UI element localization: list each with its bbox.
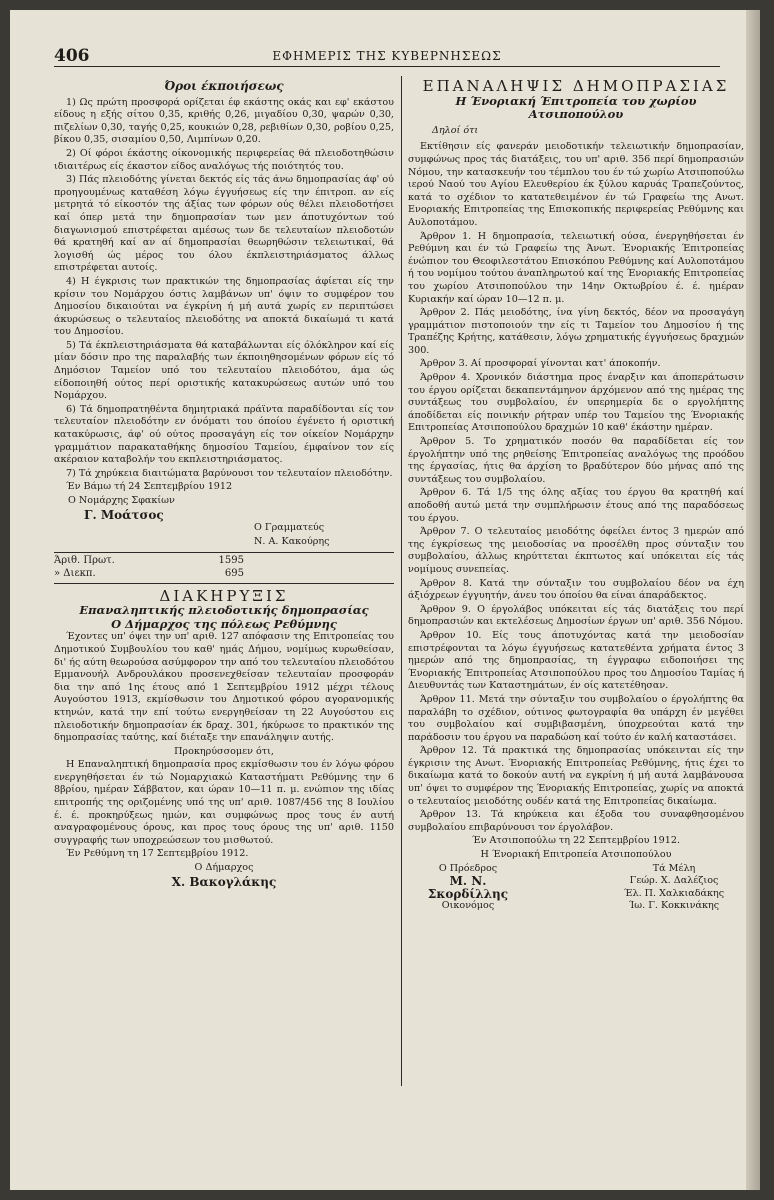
declaration-subheading: Επαναληπτικής πλειοδοτικής δημοπρασίας [79, 603, 369, 618]
members-signatures [604, 863, 744, 913]
dispatch-label: » Διεκπ. [54, 567, 96, 579]
column-divider [401, 76, 402, 1086]
article-4: Άρθρον 4. Χρονικόν διάστημα προς έναρξιν και άποπεράτωσιν του έργου ορίζεται δεκαπεντάμηνον άρχόμενον από της ημέρας της συντάξεως του συμβολαίου, έν υπερημερία δε ο εργολήπτης άποδίδεται είς ποινικήν ρήτραν υπέρ του Ταμείου της Ένοριακής Επιτροπείας Ατσιποπούλου δραχμών 10 καθ' έκάστην ημέραν. [408, 372, 744, 434]
term-5: 5) Τά έκπλειστηριάσματα θά καταβάλωνται είς όλόκληρον καί είς μίαν δόσιν προ της παραλαβής των έκποιηθησομένων φόρων είς τό Δημόσιον Ταμείον υπό του τελευταίου πλειοδότου, άμα ώς είδοποιηθή ούτος περί οριστικής κατακυρώσεως αυτών υπό του Νομάρχου. [54, 339, 394, 402]
committee-signature-line: Η Ένοριακή Επιτροπεία Ατσιποπούλου [480, 849, 672, 861]
declaration-call: Προκηρύσσομεν ότι, [174, 745, 274, 757]
left-column [54, 80, 394, 889]
declaration-heading: ΔΙΑΚΗΡΥΞΙΣ [159, 586, 289, 605]
right-date-line: Έν Ατσιποπούλω τη 22 Σεπτεμβρίου 1912. [471, 835, 680, 847]
term-2: 2) Οί φόροι έκάστης οίκονομικής περιφερείας θά πλειοδοτηθώσιν ιδιαιτέρως είς έκαστον είδος αναλόγως τής ποιότητός του. [54, 147, 394, 172]
page-number: 406 [54, 46, 90, 66]
member-3: Ίω. Γ. Κοκκινάκης [628, 900, 720, 912]
mayor-name: Χ. Βακογλάκης [171, 874, 277, 889]
protocol-box [54, 552, 394, 583]
term-3: 3) Πάς πλειοδότης γίνεται δεκτός είς τάς άνω δημοπρασίας άφ' ού προηγουμένως καταθέση λόγω έγγυήσεως είς την έπιτροπ. αν είς μετρητά τό είκοστόν της άξίας των φόρων ούς θέλει πλειοδοτήσει καί όπερ μετά την δημοπρασίαν των μεν άποτυχόντων τού διαγωνισμού επιστρέφεται αμέσως των δε τελευταίων πλειοδοτών θά κρατηθή καί αν αί δημοπρασίαι θεωρηθώσιν τελειωτικαί, θά λογισθή ώς μέρος του όλου έκπλειστηριάσματος άλλως επιστρέφεται αυτοίς. [54, 174, 394, 274]
nomarch-title: Ο Νομάρχης Σφακίων [68, 495, 175, 506]
repetition-heading: ΕΠΑΝΑΛΗΨΙΣ ΔΗΜΟΠΡΑΣΙΑΣ [422, 77, 730, 95]
declaration-paragraph-2: Η Επαναληπτική δημοπρασία προς εκμίσθωσιν του έν λόγω φόρου ενεργηθήσεται έν τώ Νομαρχιακώ Καταστήματι Ρεθύμνης την 6 8βρίου, ημέραν Σάββατον, και ώραν 10—11 π. μ. ενώπιον της ιδίας επιτροπής της οριζομένης υπό της υπ' αριθ. 1087/456 της 8 Ιουλίου έ. έ. προκηρύξεως ημών, και συμφώνως προς τους έν αυτή αναγραφομένους όρους, και προς τους όρους της υπ' αριθ. 1150 συγγραφής των υποχρεώσεων του μισθωτού. [54, 759, 394, 846]
president-title: Ο Πρόεδρος [438, 862, 498, 874]
newspaper-page [10, 10, 760, 1190]
newspaper-title: ΕΦΗΜΕΡΙΣ ΤΗΣ ΚΥΒΕΡΝΗΣΕΩΣ [272, 49, 502, 63]
term-4: 4) Η έγκρισις των πρακτικών της δημοπρασίας άφίεται είς την κρίσιν του Νομάρχου όστις λαμβάνων υπ' όψιν το συμφέρον του Δημοσίου δικαιούται να έγκρίνη ή μή αυτά χωρίς εν περιπτώσει άκυρώσεως ο τελευταίος πλειοδότης να αποκτά δικαίωμά τι κατά του Δημοσίου. [54, 275, 394, 338]
mayor-title: Ο Δήμαρχος [194, 862, 254, 874]
declares-line: Δηλοί ότι [432, 124, 479, 136]
secretary-title: Ο Γραμματεύς [254, 522, 325, 534]
article-1: Άρθρον 1. Η δημοπρασία, τελειωτική ούσα, ένεργηθήσεται έν Ρεθύμνη και έν τώ Γραφείω της Άνωτ. Ένοριακής Έπιτροπείας ένώπιον του Θεοφιλεστάτου Επισκόπου Ρεθύμνης καί Αυλοποτάμου ή του νομίμου τούτου άναπληρωτού καί της Ένοριακής Επιτροπείας του χωρίου Ατσιποπούλου την 14ην Οκτωβρίου έ. έ. ημέραν Κυριακήν καί ώραν 10—12 π. μ. [408, 230, 744, 305]
protocol-value: 1595 [218, 555, 244, 567]
member-1: Γεώρ. Χ. Δαλέζιος [629, 875, 719, 887]
article-3: Άρθρον 3. Αί προσφοραί γίνονται κατ' άποκοπήν. [420, 358, 661, 370]
article-12: Άρθρον 12. Τά πρακτικά της δημοπρασίας υπόκεινται είς την έγκρισιν της Ανωτ. Ένοριακής Επιτροπείας Ρεθύμνης, ήτις έχει το δικαίωμα κατά το δοκούν αυτή να εγκρίνη ή μή αυτά λαμβάνουσα υπ' όψει το συμφέρον της Ένοριακής Επιτροπείας, χωρίς να αποκτά ο τελευταίος μειοδότης ουδέν κατά της Επιτροπείας δικαίωμα. [408, 745, 744, 807]
right-column [408, 77, 744, 913]
president-name: Μ. Ν. Σκορδίλλης [427, 874, 509, 901]
terms-heading: Όροι έκποιήσεως [164, 79, 284, 93]
declaration-date: Έν Ρεθύμνη τη 17 Σεπτεμβρίου 1912. [66, 848, 249, 860]
date-line: Έν Βάμω τή 24 Σεπτεμβρίου 1912 [66, 481, 233, 493]
dispatch-value: 695 [224, 567, 244, 579]
member-2: Έλ. Π. Χαλκιαδάκης [623, 887, 725, 899]
members-title: Τά Μέλη [652, 862, 696, 874]
article-6: Άρθρον 6. Τά 1/5 της όλης αξίας του έργου θα κρατηθή καί αποδοθή αυτώ μετά την συμπλήρωσιν έτους από της παραδόσεως του έργου. [408, 487, 744, 524]
term-6: 6) Τά δημοπρατηθέντα δημητριακά πράϊντα παραδίδονται είς τον τελευταίον πλειοδότην εν όνόματι του όποίου έγένετο ή οριστική κατακύρωσις, άφ' ού ούτος προσαγάγη είς τον οίκείον Νομάρχην γραμμάτιον παρακαταθήκης δημοσίου Ταμείου, έμφαίνον τον είς ακέραιον καταβολήν του εκπλειστηριάσματος. [54, 403, 394, 466]
term-7: 7) Τά χηρύκεια διαιτώματα βαρύνουσι τον τελευταίον πλειοδότην. [66, 467, 393, 479]
article-2: Άρθρον 2. Πάς μειοδότης, ίνα γίνη δεκτός, δέον να προσαγάγη γραμμάτιον πιστοποιούν την είς τι Ταμείον του Δημοσίου ή της Τραπέζης Κρήτης, κατάθεσιν, λόγω χρηματικής έγγυήσεως δραχμών 300. [408, 307, 744, 356]
article-7: Άρθρον 7. Ο τελευταίος μειοδότης όφείλει έντος 3 ημερών από της έγκρίσεως της μειοδοσίας να προσέλθη προς σύνταξιν του συμβολαίου, άλλως κηρύττεται έκπτωτος καί υπόκειται είς τάς νομίμους συνεπείας. [408, 526, 744, 575]
protocol-label: Άριθ. Πρωτ. [54, 555, 115, 567]
page-binding-edge [746, 10, 760, 1190]
article-11: Άρθρον 11. Μετά την σύνταξιν του συμβολαίου ο έργολήπτης θα παραλάβη το σχέδιον, ούτινος φωτογραφία θα υπάρχη έν μεγέθει του συμβολαίου καί συμβιβασμένη, ύποχρεούται κατά την παράδοσιν του έργου να παραδώση καί τούτο έν καλή καταστάσει. [408, 693, 744, 743]
article-5: Άρθρον 5. Το χρηματικόν ποσόν θα παραδίδεται είς τον έργολήπτην υπό της ρηθείσης Έπιτροπείας αναλόγως της προόδου της έργασίας, ήτις θα άρχίση το βραδύτερον δύο μήνας από της συντάξεως του συμβολαίου. [408, 436, 744, 485]
declaration-paragraph: Έχοντες υπ' όψει την υπ' αριθ. 127 απόφασιν της Επιτροπείας του Δημοτικού Συμβουλίου του καθ' ημάς Δήμου, νομίμως κυρωθείσαν, δι' ής αύτη θεωρούσα ασύμφορον την από του τελευταίου πλειοδότου Εμμανουήλ Ανδρουλάκου προσενεχθείσαν τελευταίαν προσφοράν δια την από 1ης έτους από 1 Σεπτεμβρίου 1912 μέχρι τέλους Αυγούστου 1913, εκμίσθωσιν του Δημοτικού φόρου αγορανομικής κτηνών, κατά την επί τούτω ενεργηθείσαν τη 22 Αυγούστου εις πλειοδοτικήν δημοπρασίαν έκ δραχ. 301, ήκύρωσε το πρακτικόν της δημοπρασίας ταύτης, καί διέταξε την επανάληψιν αυτής. [54, 631, 394, 744]
president-role: Οικονόμος [441, 900, 495, 912]
intro-paragraph: Εκτίθησιν είς φανεράν μειοδοτικήν τελειωτικήν δημοπρασίαν, συμφώνως προς τάς διατάξεις, του υπ' αριθ. 356 περί δημοπρασιών Νόμου, την κατασκευήν του τέμπλου του έν τώ χωρίω Ατσιποπούλω ιερού Ναού του Αγίου Ελευθερίου έκ ξύλου καρυάς Τραπεζούντος, κατά το σχέδιον το κατατεθειμένον έν τώ Γραφείω της Ανωτ. Ενοριακής Επιτροπείας της Επισκοπικής περιφερείας Ρεθύμνης και Αυλοποτάμου. [408, 141, 744, 228]
article-10: Άρθρον 10. Είς τους άποτυχόντας κατά την μειοδοσίαν επιστρέφονται τα λόγω έγγυήσεως κατατεθέντα χρήματα έντος 3 ημερών από της δημοπρασίας, τη έγγραφω ειδοποιήσει της Ένοριακής Έπιτροπείας Ατσιποπούλου προς του Δημοσίου Ταμίας ή Διευθυντάς των Καταστημάτων, έν οίς κατετέθησαν. [408, 629, 744, 692]
committee-heading: Η Ένοριακή Έπιτροπεία του χωρίου [455, 93, 697, 108]
dispatch-number-row [54, 568, 244, 581]
nomarch-name: Γ. Μοάτσος [84, 507, 164, 522]
signatures-block [408, 863, 744, 913]
secretary-name: Ν. Α. Κακούρης [254, 535, 330, 547]
village-name: Ατσιποπούλου [528, 107, 624, 122]
article-9: Άρθρον 9. Ο έργολάβος υπόκειται είς τάς διατάξεις του περί δημοπρασιών και εκτελέσεως Δημοσίων έργων υπ' αριθ. 356 Νόμου. [408, 603, 744, 628]
term-1: 1) Ως πρώτη προσφορά ορίζεται έφ εκάστης οκάς και εφ' εκάστου είδους η εξής σίτου 0,35, κριθής 0,26, μιγαδίου 0,30, ψαρών 0,30, πιζελίων 0,30, ταγής 0,25, κουκιών 0,28, ρεβιθίων 0,30, ροβίου 0,25, βίκου 0,35, σισαμίου 0,50, Λιμπίνων 0,20. [54, 96, 394, 146]
article-13: Άρθρον 13. Τά κηρύκεια και έξοδα του συναφθησομένου συμβολαίου επιβαρύνουσι τον έργολάβον. [408, 809, 744, 833]
article-8: Άρθρον 8. Κατά την σύνταξιν του συμβολαίου δέον να έχη άξιόχρεων έγγυητήν, άνευ του όποίου θα είναι άπαράδεκτος. [408, 577, 744, 602]
declaration-issuer: Ο Δήμαρχος της πόλεως Ρεθύμνης [111, 616, 337, 631]
page-header [54, 46, 720, 67]
president-signature [408, 863, 528, 913]
protocol-number-row [54, 555, 244, 568]
